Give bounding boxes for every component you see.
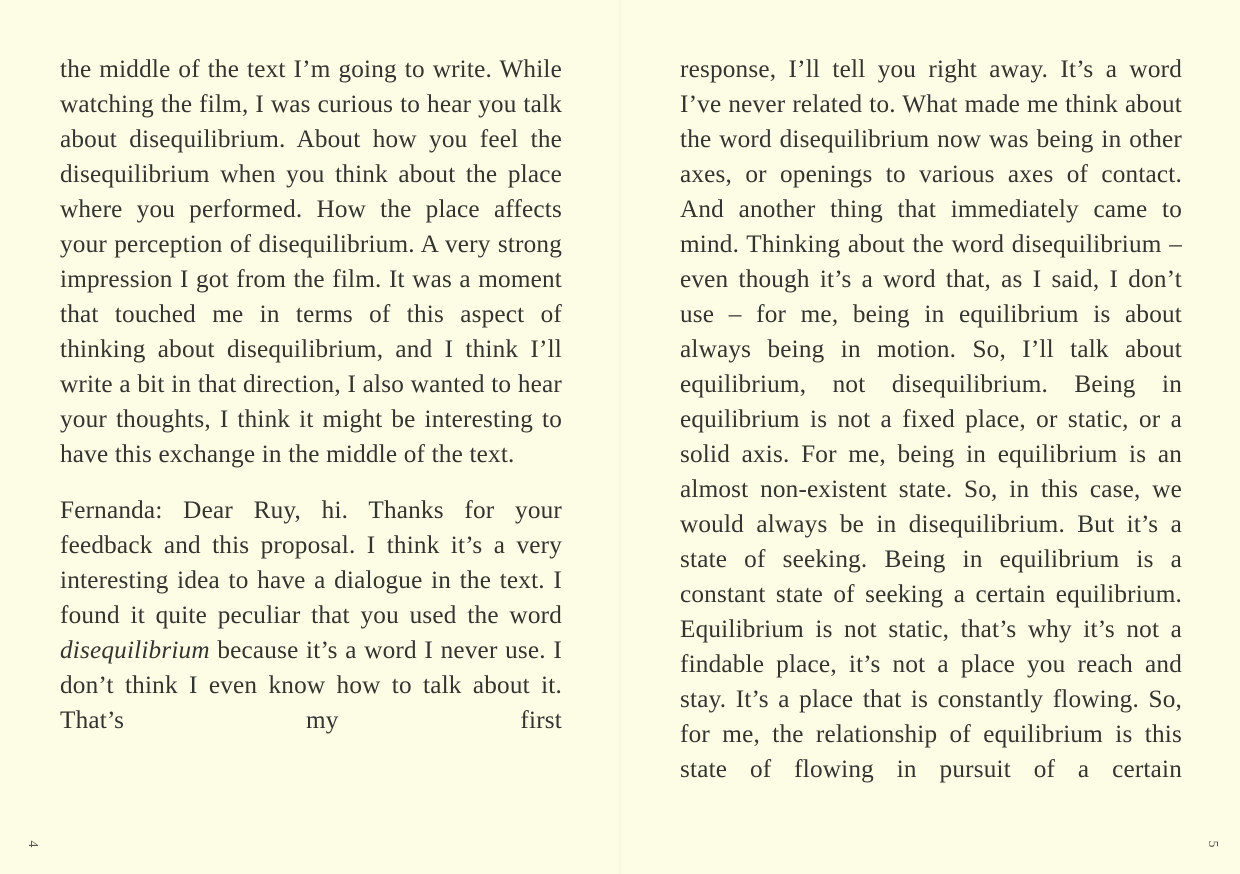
page-number-left: 4	[25, 840, 40, 848]
page-number-right: 5	[1205, 840, 1220, 848]
left-paragraph-1: the middle of the text I’m going to write. While watching the film, I was curious to hear you talk about disequilibrium. About how you feel the disequilibrium when you think about the place where you performed. How the place affects your perception of disequilibrium. A very strong impression I got from the film. It was a moment that touched me in terms of this aspect of thinking about disequilibrium, and I think I’ll write a bit in that direction, I also wanted to hear your thoughts, I think it might be interesting to have this exchange in the middle of the text.	[60, 56, 562, 468]
left-paragraph-2-start: Fernanda: Dear Ruy, hi. Thanks for your feedback and this proposal. I think it’s a very interesting idea to have a dialogue in the text. I found it quite peculiar that you used the word	[60, 497, 562, 629]
right-page-body	[680, 52, 1182, 787]
right-page	[620, 0, 1240, 874]
italic-term: disequilibrium	[60, 637, 210, 664]
left-paragraph-2	[60, 493, 562, 738]
right-paragraph-1: response, I’ll tell you right away. It’s a word I’ve never related to. What made me think about the word disequilibrium now was being in other axes, or openings to various axes of contact. And another thing that immediately came to mind. Thinking about the word disequilibrium – even though it’s a word that, as I said, I don’t use – for me, being in equilibrium is about always being in motion. So, I’ll talk about equilibrium, not disequilibrium. Being in equilibrium is not a fixed place, or static, or a solid axis. For me, being in equilibrium is an almost non-existent state. So, in this case, we would always be in disequilibrium. But it’s a state of seeking. Being in equilibrium is a constant state of seeking a certain equilibrium. Equilibrium is not static, that’s why it’s not a findable place, it’s not a place you reach and stay. It’s a place that is constantly flowing. So, for me, the relationship of equilibrium is this state of flowing in pursuit of a certain	[680, 56, 1182, 783]
left-page-body	[60, 52, 562, 738]
left-paragraph-2-end: because it’s a word I never use. I don’t think I even know how to talk about it. That’s my first	[60, 637, 562, 734]
